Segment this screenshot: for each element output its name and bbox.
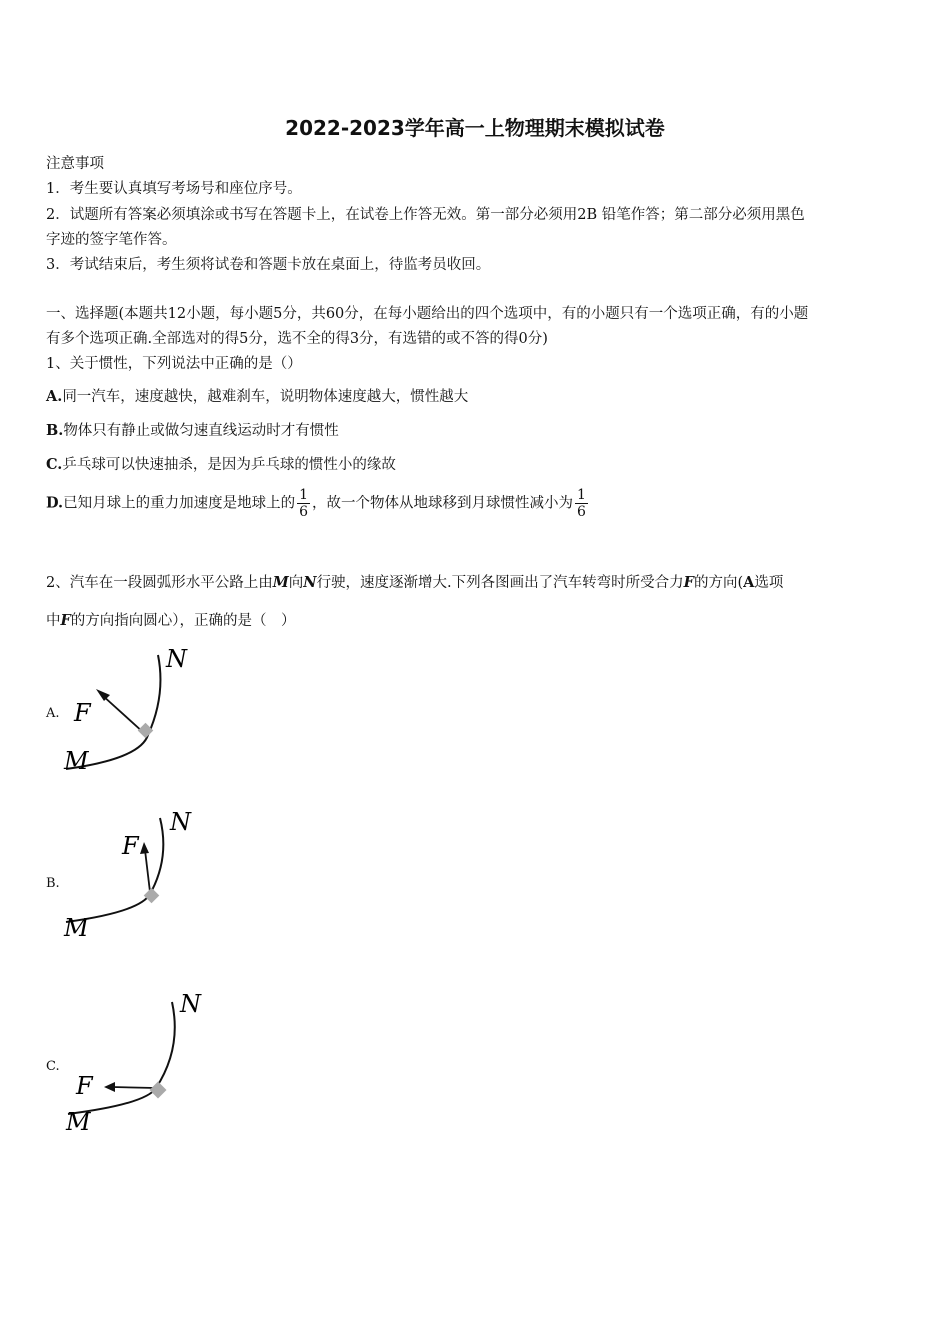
- q1-option-b: [46, 419, 339, 440]
- notice-item-3: 3．考试结束后，考生须将试卷和答题卡放在桌面上，待监考员收回。: [46, 257, 491, 273]
- option-letter: A.: [46, 388, 63, 405]
- notice-item-2: 2．试题所有答案必须填涂或书写在答题卡上，在试卷上作答无效。第一部分必须用2B 铅笔作答；第二部分必须用黑色: [46, 207, 805, 223]
- q1-option-d: [46, 487, 590, 520]
- option-text: 同一汽车，速度越快，越难刹车，说明物体速度越大，惯性越大: [62, 389, 469, 405]
- label-m: M: [64, 747, 89, 775]
- figure-a-diagram: [60, 645, 200, 775]
- stem-text: 向: [288, 575, 304, 591]
- fraction-denominator: 6: [577, 504, 586, 520]
- point-n: N: [303, 574, 317, 591]
- force-arrow: [112, 1087, 156, 1088]
- notice-item-2-cont: 字迹的签字笔作答。: [46, 232, 177, 248]
- option-text: 物体只有静止或做匀速直线运动时才有惯性: [63, 423, 339, 439]
- section-intro-line1: 一、选择题(本题共12小题，每小题5分，共60分，在每小题给出的四个选项中，有的小题只有一个选项正确，有的小题: [46, 306, 809, 322]
- force-f: F: [683, 574, 694, 591]
- point-m: M: [272, 574, 289, 591]
- figure-a-label: A.: [46, 706, 60, 721]
- option-text: 已知月球上的重力加速度是地球上的: [63, 495, 296, 512]
- arrow-head: [104, 1082, 115, 1092]
- q1-stem: 1、关于惯性，下列说法中正确的是（）: [46, 356, 302, 372]
- label-f: F: [76, 1072, 93, 1100]
- label-n: N: [180, 990, 201, 1018]
- stem-text: 2、汽车在一段圆弧形水平公路上由: [46, 575, 273, 591]
- car-marker: [150, 1082, 167, 1099]
- option-text: ，故一个物体从地球移到月球惯性减小为: [312, 495, 574, 512]
- q2-stem-line1: [46, 571, 783, 592]
- figure-c-diagram: [60, 988, 210, 1138]
- label-f: F: [122, 832, 139, 860]
- label-n: N: [170, 808, 191, 836]
- car-marker: [144, 888, 160, 904]
- notice-item-1: 1．考生要认真填写考场号和座位序号。: [46, 181, 302, 197]
- option-ref-a: A: [743, 574, 755, 591]
- fraction-denominator: 6: [299, 504, 309, 520]
- section-intro-line2: 有多个选项正确.全部选对的得5分，选不全的得3分，有选错的或不答的得0分): [46, 331, 548, 347]
- fraction: [297, 487, 310, 520]
- option-text: 乒乓球可以快速抽杀，是因为乒乓球的惯性小的缘故: [62, 457, 396, 473]
- fraction: [575, 487, 588, 520]
- force-f: F: [60, 612, 71, 629]
- fraction-numerator: 1: [299, 487, 309, 503]
- label-m: M: [64, 914, 89, 942]
- car-marker: [138, 723, 154, 739]
- arrow-head: [140, 842, 149, 854]
- label-f: F: [74, 699, 91, 727]
- stem-text: 中: [46, 613, 61, 629]
- stem-text: 选项: [754, 575, 784, 591]
- q2-stem-line2: [46, 609, 296, 630]
- fraction-numerator: 1: [577, 487, 586, 503]
- page-title: 2022-2023学年高一上物理期末模拟试卷: [285, 116, 665, 140]
- figure-b-diagram: [60, 808, 200, 943]
- figure-c-label: C.: [46, 1059, 60, 1074]
- option-letter: B.: [46, 422, 64, 439]
- force-arrow: [145, 850, 150, 892]
- stem-text: 行驶，速度逐渐增大.下列各图画出了汽车转弯时所受合力: [316, 575, 684, 591]
- stem-text: 的方向(: [693, 575, 744, 591]
- stem-text: 的方向指向圆心），正确的是（ ）: [70, 613, 296, 629]
- q1-option-c: [46, 453, 396, 474]
- option-letter: D.: [46, 494, 64, 512]
- q1-option-a: [46, 385, 468, 406]
- label-m: M: [66, 1108, 91, 1136]
- label-n: N: [166, 645, 187, 673]
- notice-heading: 注意事项: [46, 156, 104, 172]
- option-letter: C.: [46, 456, 63, 473]
- arc-path: [66, 818, 163, 922]
- force-arrow: [102, 695, 144, 733]
- figure-b-label: B.: [46, 876, 60, 891]
